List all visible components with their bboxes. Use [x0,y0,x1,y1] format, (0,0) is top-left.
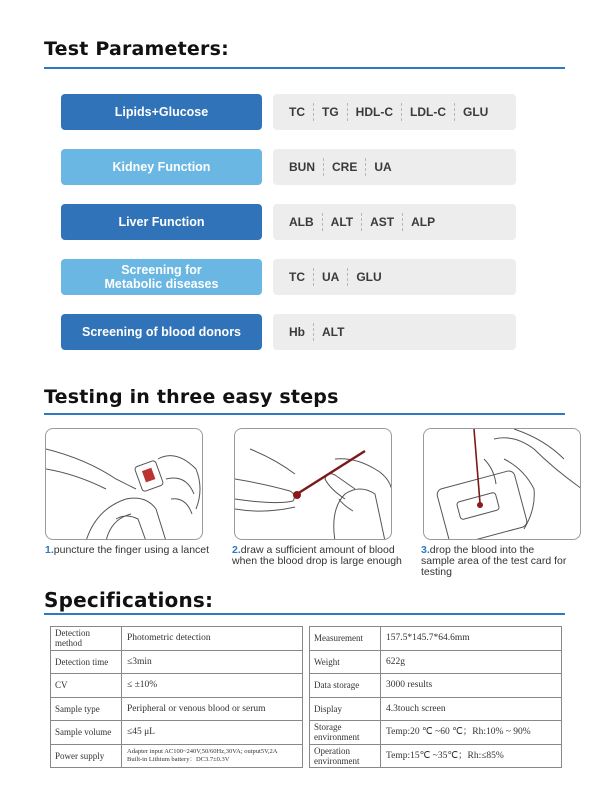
lancet-finger-icon [46,429,203,540]
step-3-number: 3. [421,544,430,556]
param-item: BUN [289,160,315,174]
param-item: ALT [322,213,361,231]
spec-row [310,721,562,745]
spec-key: CV [51,674,122,698]
step-3-illustration [423,428,581,540]
param-category-label: Screening of blood donors [61,314,262,350]
step-2-number: 2. [232,544,241,556]
param-row [61,149,516,185]
spec-row [310,650,562,674]
step-1-number: 1. [45,544,54,556]
spec-key: Weight [310,650,381,674]
spec-row [51,627,303,651]
param-row [61,259,516,295]
spec-key: Data storage [310,674,381,698]
specs-table-left [50,626,303,768]
spec-row [51,744,303,768]
spec-key: Sample type [51,697,122,721]
spec-row [51,650,303,674]
spec-row [310,627,562,651]
spec-key: Display [310,697,381,721]
step-1-illustration [45,428,203,540]
spec-row [310,697,562,721]
param-item: GLU [454,103,496,121]
blood-draw-icon [235,429,392,540]
param-item: HDL-C [347,103,401,121]
spec-value: 3000 results [381,674,562,698]
param-row [61,94,516,130]
specs-divider [44,613,565,615]
param-item: TG [313,103,347,121]
spec-row [51,721,303,745]
param-items-box [273,314,516,350]
params-divider [44,67,565,69]
spec-value: Temp:20 ℃ ~60 ℃；Rh:10% ~ 90% [381,721,562,745]
spec-key: Sample volume [51,721,122,745]
step-2-caption [232,545,420,567]
spec-value: 622g [381,650,562,674]
step-1-text: puncture the finger using a lancet [53,544,210,556]
spec-key: Detection method [51,627,122,651]
spec-key: Storage environment [310,721,381,745]
spec-value: 4.3touch screen [381,697,562,721]
param-item: ALB [289,215,314,229]
param-items-box [273,204,516,240]
param-item: LDL-C [401,103,454,121]
spec-row [51,697,303,721]
spec-row [310,744,562,768]
param-category-label: Liver Function [61,204,262,240]
param-items-box [273,94,516,130]
param-item: UA [365,158,399,176]
spec-row [51,674,303,698]
step-3-caption [421,545,571,578]
spec-value: ≤3min [122,650,303,674]
step-1-caption [45,545,225,556]
spec-row [310,674,562,698]
spec-key: Measurement [310,627,381,651]
param-item: UA [313,268,347,286]
spec-key: Detection time [51,650,122,674]
spec-value: 157.5*145.7*64.6mm [381,627,562,651]
step-3-text: drop the blood into the sample area of the test card for testing [421,544,567,578]
param-row [61,314,516,350]
param-category-label: Kidney Function [61,149,262,185]
param-items-box [273,149,516,185]
spec-value: Adapter input AC100~240V,50/60Hz,30VA; output5V,2A Built-in Lithium battery：DC3.7±0.3V [122,744,303,768]
spec-key: Power supply [51,744,122,768]
param-item: AST [361,213,402,231]
specs-table-right [309,626,562,768]
specs-title: Specifications: [44,588,214,612]
spec-value: Temp:15℃ ~35℃；Rh:≤85% [381,744,562,768]
param-row [61,204,516,240]
param-item: ALT [313,323,352,341]
param-item: ALP [402,213,443,231]
param-item: Hb [289,325,305,339]
step-2-illustration [234,428,392,540]
param-items-box [273,259,516,295]
spec-value: ≤45 μL [122,721,303,745]
test-card-icon [424,429,581,540]
param-category-label: Screening for Metabolic diseases [61,259,262,295]
param-item: CRE [323,158,365,176]
steps-divider [44,413,565,415]
params-title: Test Parameters: [44,38,229,60]
spec-value: Photometric detection [122,627,303,651]
spec-value: ≤ ±10% [122,674,303,698]
spec-key: Operation environment [310,744,381,768]
spec-value: Peripheral or venous blood or serum [122,697,303,721]
param-item: GLU [347,268,389,286]
steps-title: Testing in three easy steps [44,386,339,408]
step-2-text: draw a sufficient amount of blood when the blood drop is large enough [232,544,402,567]
param-item: TC [289,105,305,119]
param-item: TC [289,270,305,284]
param-category-label: Lipids+Glucose [61,94,262,130]
